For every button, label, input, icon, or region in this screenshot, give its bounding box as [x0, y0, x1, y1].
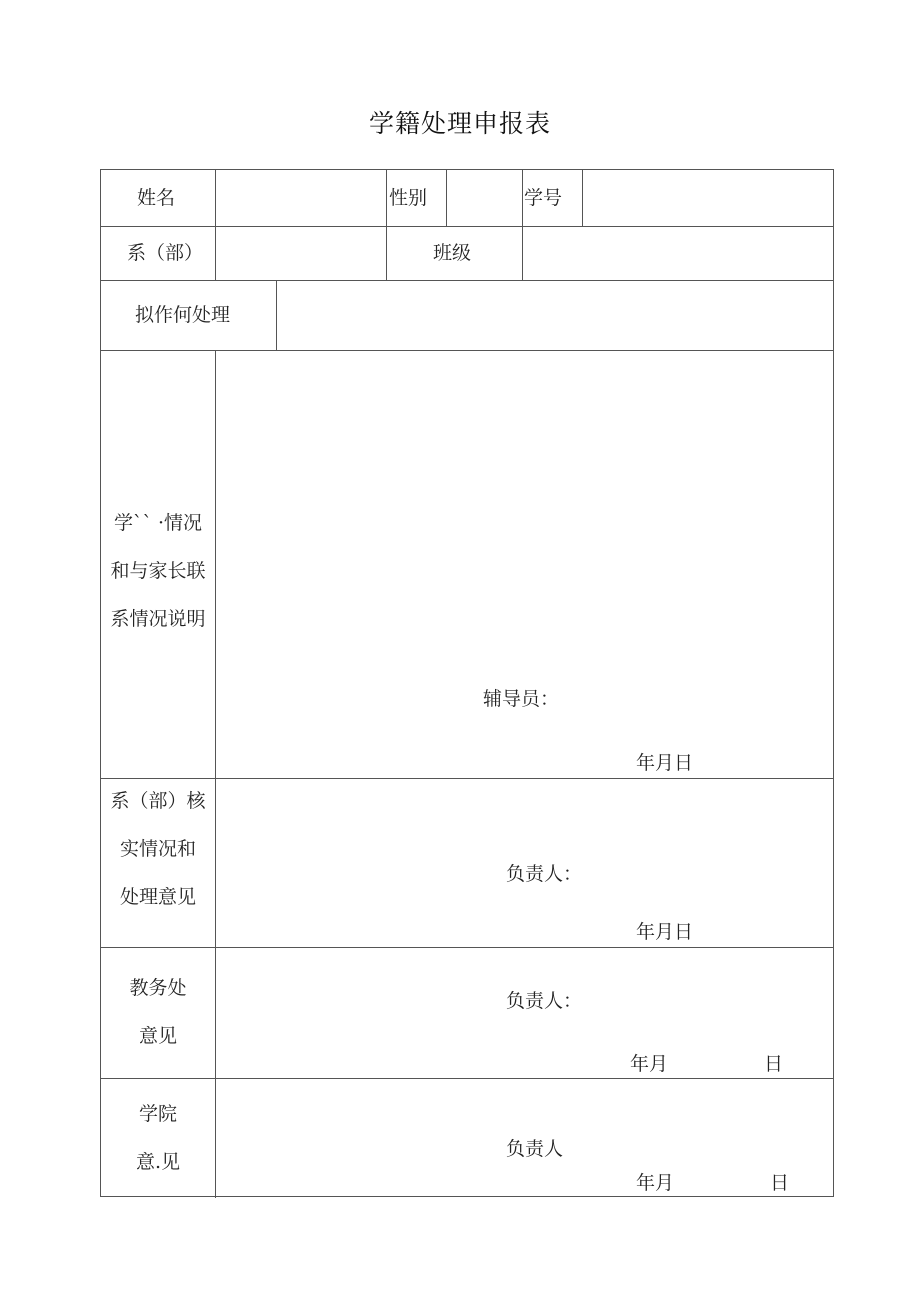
- academic-affairs-date-month: 年月: [630, 1053, 669, 1075]
- label-line: 意.见: [135, 1151, 181, 1173]
- college-signature-label: 负责人: [506, 1138, 564, 1160]
- college-date-month: 年月: [636, 1172, 675, 1194]
- name-field[interactable]: [216, 170, 386, 226]
- application-form-table: [100, 169, 834, 1197]
- page-title: 学籍处理申报表: [368, 109, 551, 138]
- gender-label: 性别: [389, 187, 428, 209]
- study-situation-field[interactable]: [216, 351, 833, 778]
- academic-affairs-date-day: 日: [764, 1053, 784, 1075]
- student-id-field[interactable]: [583, 170, 833, 226]
- counselor-signature-label: 辅导员：: [483, 688, 560, 710]
- department-field[interactable]: [216, 227, 386, 280]
- label-line: 意见: [138, 1025, 177, 1047]
- action-field[interactable]: [277, 281, 833, 350]
- name-label: 姓名: [137, 187, 176, 209]
- department-date: 年月日: [636, 921, 694, 943]
- study-situation-label: [101, 499, 215, 643]
- label-line: 学`` ·情况: [113, 512, 203, 534]
- department-signature-label: 负责人：: [506, 863, 583, 885]
- label-line: 系情况说明: [110, 608, 206, 630]
- gender-field[interactable]: [447, 170, 522, 226]
- academic-affairs-signature-label: 负责人：: [506, 990, 583, 1012]
- label-line: 学院: [138, 1103, 177, 1125]
- label-line: 系（部）核: [110, 790, 206, 812]
- student-id-label: 学号: [524, 187, 563, 209]
- class-label: 班级: [433, 242, 472, 264]
- class-field[interactable]: [523, 227, 833, 280]
- label-line: 教务处: [129, 977, 187, 999]
- counselor-date: 年月日: [636, 752, 694, 774]
- action-label: 拟作何处理: [135, 304, 231, 326]
- college-opinion-label: [101, 1090, 215, 1186]
- academic-affairs-label: [101, 964, 215, 1060]
- label-line: 和与家长联: [110, 560, 206, 582]
- col-divider-gender: [386, 170, 387, 280]
- label-line: 处理意见: [119, 886, 196, 908]
- label-line: 实情况和: [119, 838, 196, 860]
- academic-affairs-field[interactable]: [216, 948, 833, 1078]
- college-date-day: 日: [770, 1172, 790, 1194]
- department-label: 系（部）: [127, 242, 204, 264]
- department-opinion-label: [101, 777, 215, 921]
